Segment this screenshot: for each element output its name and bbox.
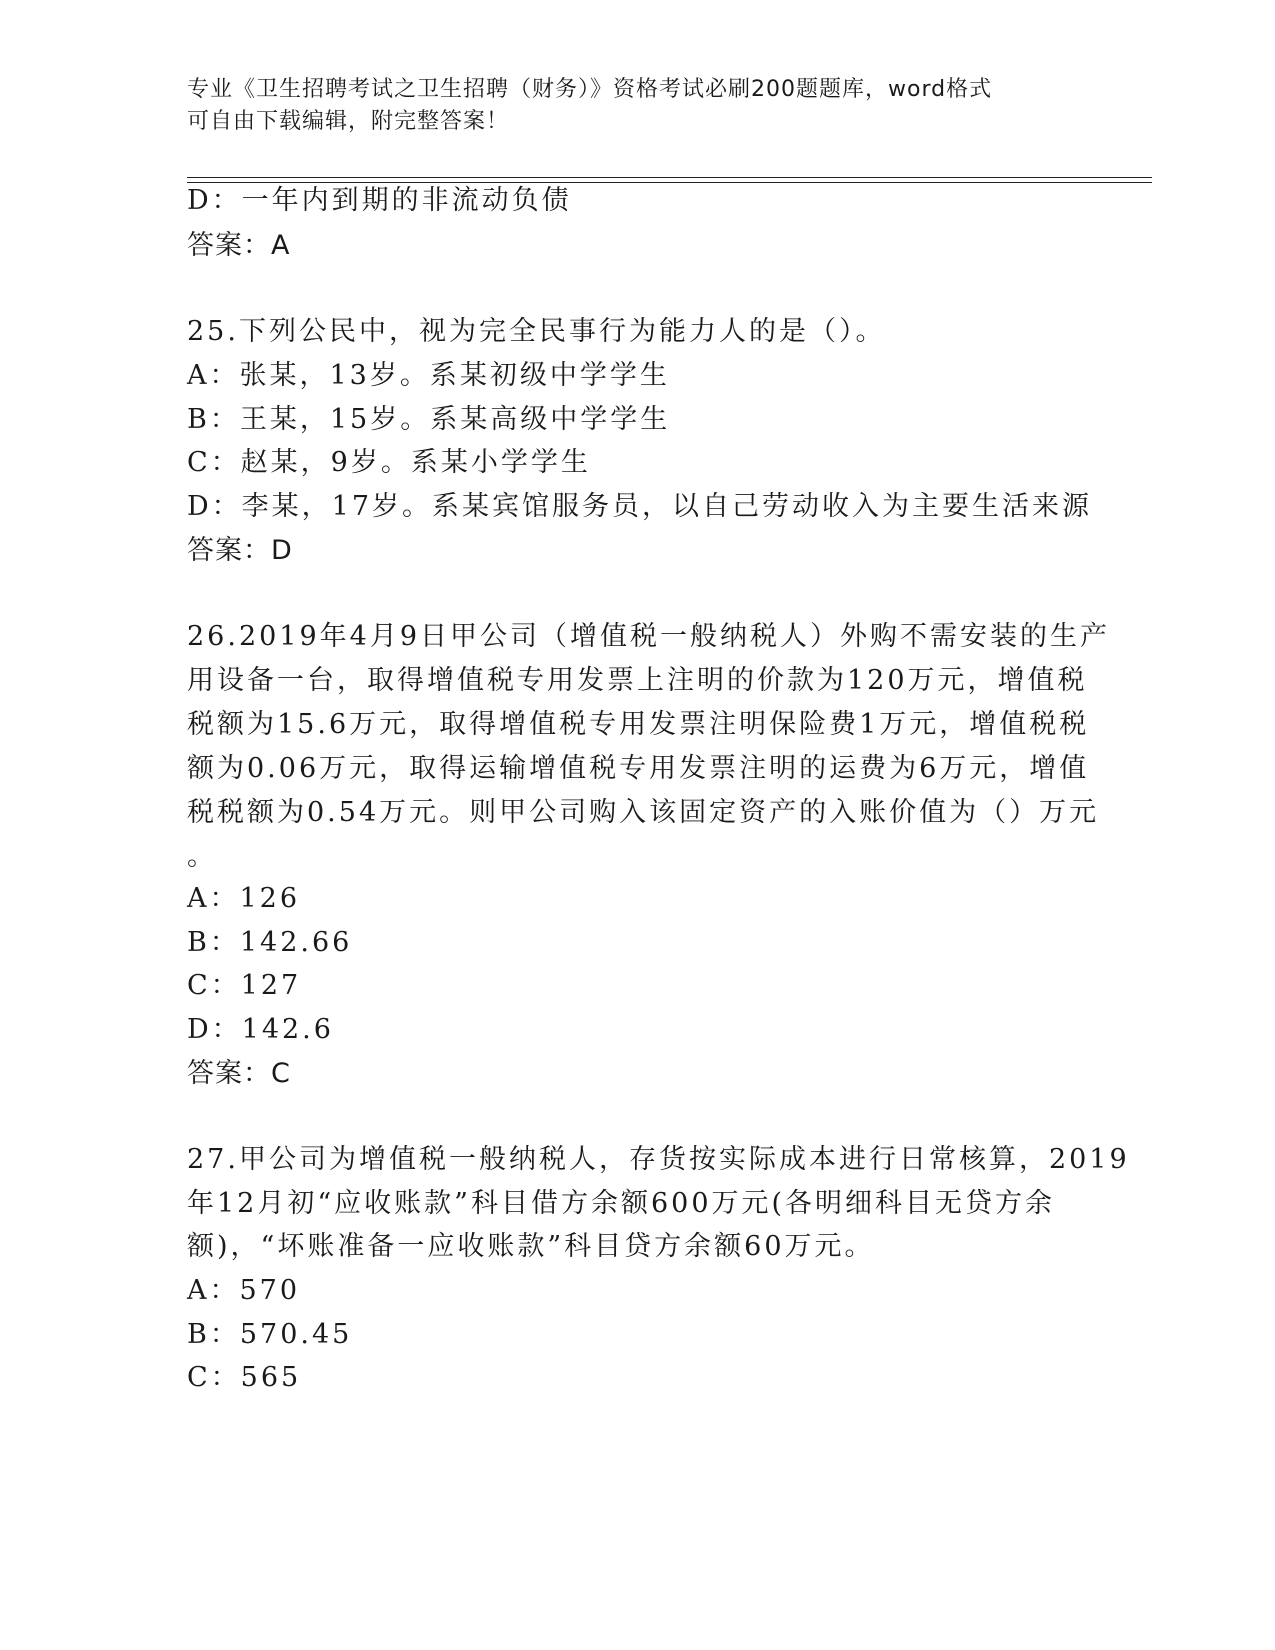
q27-option-c: C：565 xyxy=(187,1362,302,1393)
q25-answer: 答案：D xyxy=(187,535,293,566)
q27-stem-line: 年12月初“应收账款”科目借方余额600万元(各明细科目无贷方余 xyxy=(187,1188,1056,1219)
q26-stem-line: 税额为15.6万元，取得增值税专用发票注明保险费1万元，增值税税 xyxy=(187,709,1090,740)
q25-option-a: A：张某，13岁。系某初级中学学生 xyxy=(187,360,670,391)
q25-option-c: C：赵某，9岁。系某小学学生 xyxy=(187,447,591,478)
header-line-1: 专业《卫生招聘考试之卫生招聘（财务）》资格考试必刷200题题库，word格式 xyxy=(187,77,993,102)
header-line-2: 可自由下载编辑，附完整答案！ xyxy=(187,109,510,134)
q26-option-b: B：142.66 xyxy=(187,927,353,958)
prev-option-d: D：一年内到期的非流动负债 xyxy=(187,185,572,216)
q26-stem-line: 用设备一台，取得增值税专用发票上注明的价款为120万元，增值税 xyxy=(187,665,1088,696)
header-divider-bottom xyxy=(187,182,1152,183)
header-divider-top xyxy=(187,177,1152,178)
document-header xyxy=(187,74,1067,138)
q25-stem: 25.下列公民中，视为完全民事行为能力人的是（）。 xyxy=(187,316,886,347)
q27-option-b: B：570.45 xyxy=(187,1319,353,1350)
q27-stem-line: 额)，“坏账准备一应收账款”科目贷方余额60万元。 xyxy=(187,1231,875,1262)
q25-option-d: D：李某，17岁。系某宾馆服务员，以自己劳动收入为主要生活来源 xyxy=(187,491,1093,522)
q25-option-b: B：王某，15岁。系某高级中学学生 xyxy=(187,404,671,435)
q26-stem-line: 税税额为0.54万元。则甲公司购入该固定资产的入账价值为（）万元 xyxy=(187,797,1100,828)
q26-stem-line: 额为0.06万元，取得运输增值税专用发票注明的运费为6万元，增值 xyxy=(187,753,1090,784)
prev-answer: 答案：A xyxy=(187,230,291,261)
q26-option-a: A：126 xyxy=(187,883,301,914)
q26-stem-line: 。 xyxy=(187,841,217,872)
q27-stem-line: 27.甲公司为增值税一般纳税人，存货按实际成本进行日常核算，2019 xyxy=(187,1144,1130,1175)
q26-stem-line: 26.2019年4月9日甲公司（增值税一般纳税人）外购不需安装的生产 xyxy=(187,621,1111,652)
q26-option-d: D：142.6 xyxy=(187,1014,334,1045)
q26-option-c: C：127 xyxy=(187,970,302,1001)
q27-option-a: A：570 xyxy=(187,1275,301,1306)
q26-answer: 答案：C xyxy=(187,1058,291,1089)
